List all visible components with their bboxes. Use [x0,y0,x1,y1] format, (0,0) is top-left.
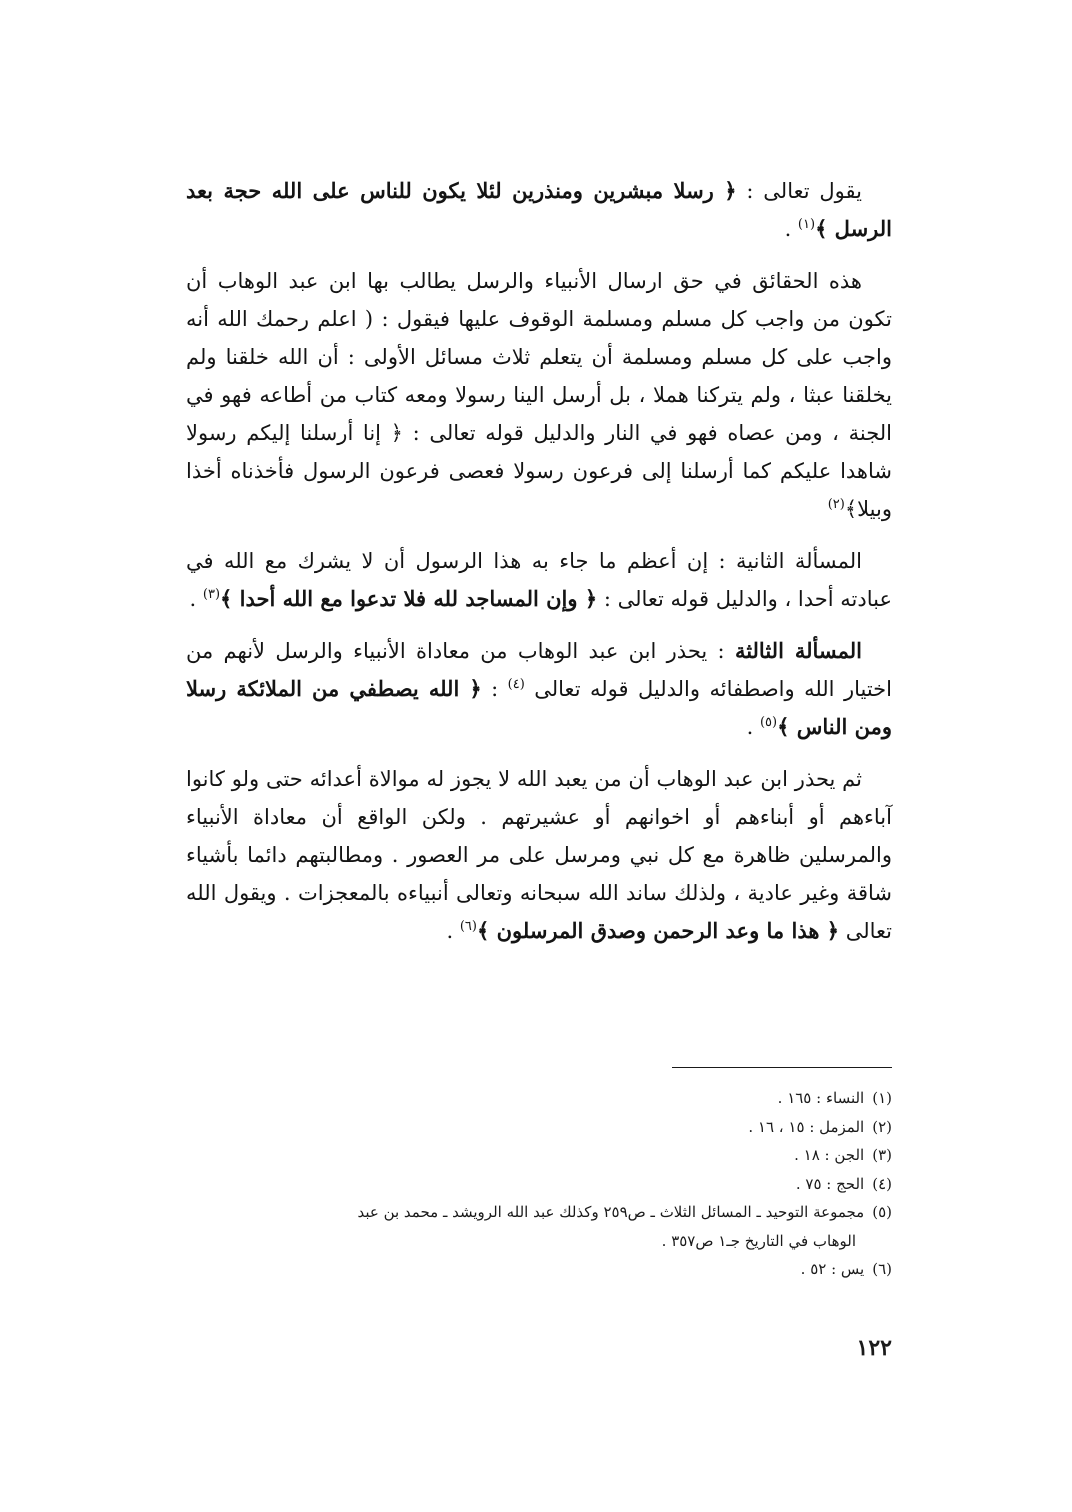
footnote-ref: (٢) [827,497,845,512]
footnote-text: يس : ٥٢ . [800,1260,865,1278]
text-segment: . [784,217,798,241]
paragraph-1 [186,172,892,248]
footnote-6 [186,1255,892,1284]
footnote-number: (٦) [872,1260,892,1278]
footnote-5 [186,1198,892,1227]
footnote-ref: (٣) [202,587,221,602]
quran-verse: ﴿ وإن المساجد لله فلا تدعوا مع الله أحدا ﴾ [220,586,598,611]
main-text [186,172,892,950]
text-segment: يقول تعالى : [736,179,862,203]
footnotes [186,1084,892,1284]
text-segment: . [189,587,203,611]
paragraph-4 [186,632,892,746]
footnote-text: مجموعة التوحيد ـ المسائل الثلاث ـ ص٢٥٩ وكذلك عبد الله الرويشد ـ محمد بن عبد [357,1203,865,1221]
text-segment: المسألة الثانية : إن أعظم ما جاء به هذا الرسول أن لا يشرك مع الله في عبادته أحدا ، والدليل قوله تعالى : [186,549,892,611]
text-segment: : [481,677,508,701]
paragraph-3 [186,542,892,618]
quran-verse: ﴿ الله يصطفي من الملائكة رسلا ومن الناس ﴾ [186,676,892,739]
text-segment: هذه الحقائق في حق ارسال الأنبياء والرسل يطالب بها ابن عبد الوهاب أن تكون من واجب كل مسلم ومسلمة الوقوف عليها فيقول : ( اعلم رحمك الله أنه واجب على كل مسلم ومسلمة أن يتعلم ثلاث مسائل الأولى : أن الله خلقنا ولم يخلقنا عبثا ، ولم يتركنا هملا ، بل أرسل الينا رسولا ومعه كتاب من أطاعه فهو في الجنة ، ومن عصاه فهو في النار والدليل قوله تعالى : ﴿ إنا أرسلنا إليكم رسولا شاهدا عليكم كما أرسلنا إلى فرعون رسولا فعصى فرعون الرسول فأخذناه أخذا وبيلا﴾ [186,269,892,521]
footnote-2 [186,1113,892,1142]
section-heading: المسألة الثالثة [734,638,863,663]
footnote-ref: (١) [797,217,816,232]
footnote-number: (٥) [872,1203,892,1221]
footnote-4 [186,1170,892,1199]
footnote-number: (٢) [872,1117,892,1136]
footnote-text: الوهاب في التاريخ جـ١ ص٣٥٧ . [661,1231,856,1250]
footnote-ref: (٥) [759,715,778,730]
quran-verse: ﴿ رسلا مبشرين ومنذرين لئلا يكون للناس على الله حجة بعد الرسل ﴾ [186,178,892,241]
footnote-5-continuation [186,1227,892,1256]
footnote-text: الجن : ١٨ . [794,1146,865,1164]
text-segment: : يحذر ابن عبد الوهاب من معاداة الأنبياء والرسل لأنهم من اختيار الله واصطفائه والدليل قوله تعالى [186,639,892,701]
paragraph-2 [186,262,892,528]
text-segment: ثم يحذر ابن عبد الوهاب أن من يعبد الله لا يجوز له موالاة أعدائه حتى ولو كانوا آباءهم أو أبناءهم أو اخوانهم أو عشيرتهم . ولكن الواقع أن معاداة الأنبياء والمرسلين ظاهرة مع كل نبي ومرسل على مر العصور . ومطالبتهم دائما بأشياء شاقة وغير عادية ، ولذلك ساند الله سبحانه وتعالى أنبياءه بالمعجزات . ويقول الله تعالى [186,767,892,943]
footnote-1 [186,1084,892,1113]
paragraph-5 [186,760,892,950]
footnote-text: المزمل : ١٥ ، ١٦ . [748,1117,865,1136]
footnote-text: الحج : ٧٥ . [795,1174,865,1193]
footnote-ref: (٦) [459,919,477,934]
text-segment: . [446,919,460,943]
footnote-3 [186,1141,892,1170]
footnote-text: النساء : ١٦٥ . [777,1089,865,1107]
quran-verse: ﴿ هذا ما وعد الرحمن وصدق المرسلون ﴾ [476,918,840,943]
footnote-number: (١) [872,1089,892,1107]
footnote-divider [672,1067,892,1068]
footnote-number: (٤) [872,1174,892,1193]
text-segment: . [746,715,760,739]
page-number: ١٢٢ [856,1335,892,1361]
footnote-ref: (٤) [507,677,525,692]
footnote-number: (٣) [872,1146,892,1164]
